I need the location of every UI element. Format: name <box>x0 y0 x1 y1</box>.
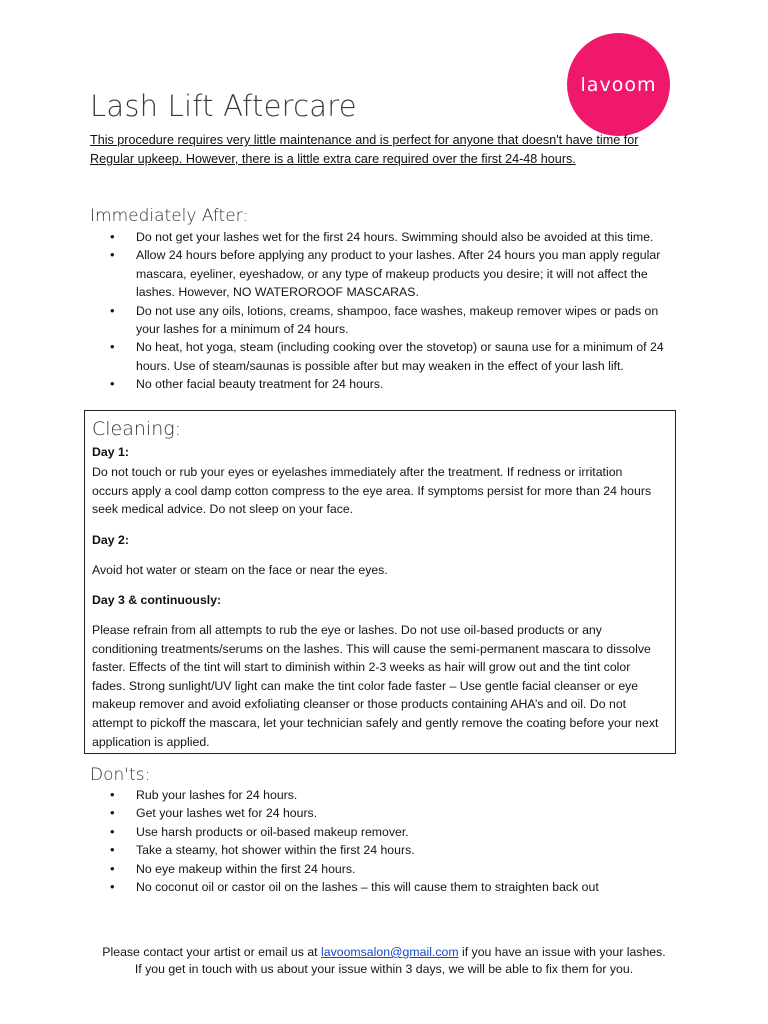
logo-text: lavoom <box>580 73 657 96</box>
footer-text-before: Please contact your artist or email us at <box>102 945 322 959</box>
footer-text-after: if you have an issue with your lashes. <box>458 945 666 959</box>
day3-label: Day 3 & continuously: <box>92 593 222 607</box>
day2-label: Day 2: <box>92 533 129 547</box>
intro-paragraph: This procedure requires very little maintenance and is perfect for anyone that doesn't have time for Regular upkeep. However, there is a little extra care required over the first 24-48 hours. <box>90 133 639 166</box>
email-link[interactable]: lavoomsalon@gmail.com <box>321 945 459 959</box>
list-item: • Do not use any oils, lotions, creams, shampoo, face washes, makeup remover wipes or pads on your lashes for a minimum of 24 hours. <box>90 302 675 339</box>
section-heading-immediately: Immediately After: <box>90 206 249 226</box>
immediately-list <box>90 228 675 394</box>
list-item: • Take a steamy, hot shower within the first 24 hours. <box>90 841 675 859</box>
section-heading-cleaning: Cleaning: <box>92 418 182 440</box>
list-item: • No eye makeup within the first 24 hours. <box>90 860 675 878</box>
list-item: • Allow 24 hours before applying any product to your lashes. After 24 hours you man apply regular mascara, eyeliner, eyeshadow, or any type of makeup products you desire; it will not affect the lashes. However, NO WATEROROOF MASCARAS. <box>90 246 675 301</box>
list-item: • No heat, hot yoga, steam (including cooking over the stovetop) or sauna use for a minimum of 24 hours. Use of steam/saunas is possible after but may weaken in the effect of your lash lift. <box>90 338 675 375</box>
day2-text: Avoid hot water or steam on the face or near the eyes. <box>92 563 388 577</box>
list-item: • Rub your lashes for 24 hours. <box>90 786 675 804</box>
list-item: • No other facial beauty treatment for 24 hours. <box>90 375 675 393</box>
donts-list <box>90 786 675 896</box>
list-item: • Get your lashes wet for 24 hours. <box>90 804 675 822</box>
section-heading-donts: Don'ts: <box>90 765 151 785</box>
list-item: • Use harsh products or oil-based makeup remover. <box>90 823 675 841</box>
day1-text: Do not touch or rub your eyes or eyelashes immediately after the treatment. If redness or irritation occurs apply a cool damp cotton compress to the eye area. If symptoms persist for more than 24 hours seek medical advice. Do not sleep on your face. <box>92 465 652 517</box>
cleaning-box <box>84 410 676 754</box>
list-item: • Do not get your lashes wet for the first 24 hours. Swimming should also be avoided at this time. <box>90 228 675 246</box>
footer-line-1 <box>0 944 768 961</box>
lavoom-logo <box>567 33 670 136</box>
day1-label: Day 1: <box>92 445 129 459</box>
contact-footer <box>0 944 768 978</box>
footer-line-2: If you get in touch with us about your issue within 3 days, we will be able to fix them for you. <box>134 962 634 976</box>
day3-text: Please refrain from all attempts to rub the eye or lashes. Do not use oil-based products or any conditioning treatments/serums on the lashes. This will cause the semi-permanent mascara to dissolve faster. Effects of the tint will start to diminish within 2-3 weeks as hair will grow out and the tint color fades. Strong sunlight/UV light can make the tint color fade faster – Use gentle facial cleanser or eye makeup remover and avoid exfoliating cleanser or those products containing AHA’s and oil. Do not attempt to pickoff the mascara, let your technician safely and gently remove the coating before your next application is applied. <box>92 623 659 749</box>
list-item: • No coconut oil or castor oil on the lashes – this will cause them to straighten back out <box>90 878 675 896</box>
page-title: Lash Lift Aftercare <box>90 89 357 123</box>
